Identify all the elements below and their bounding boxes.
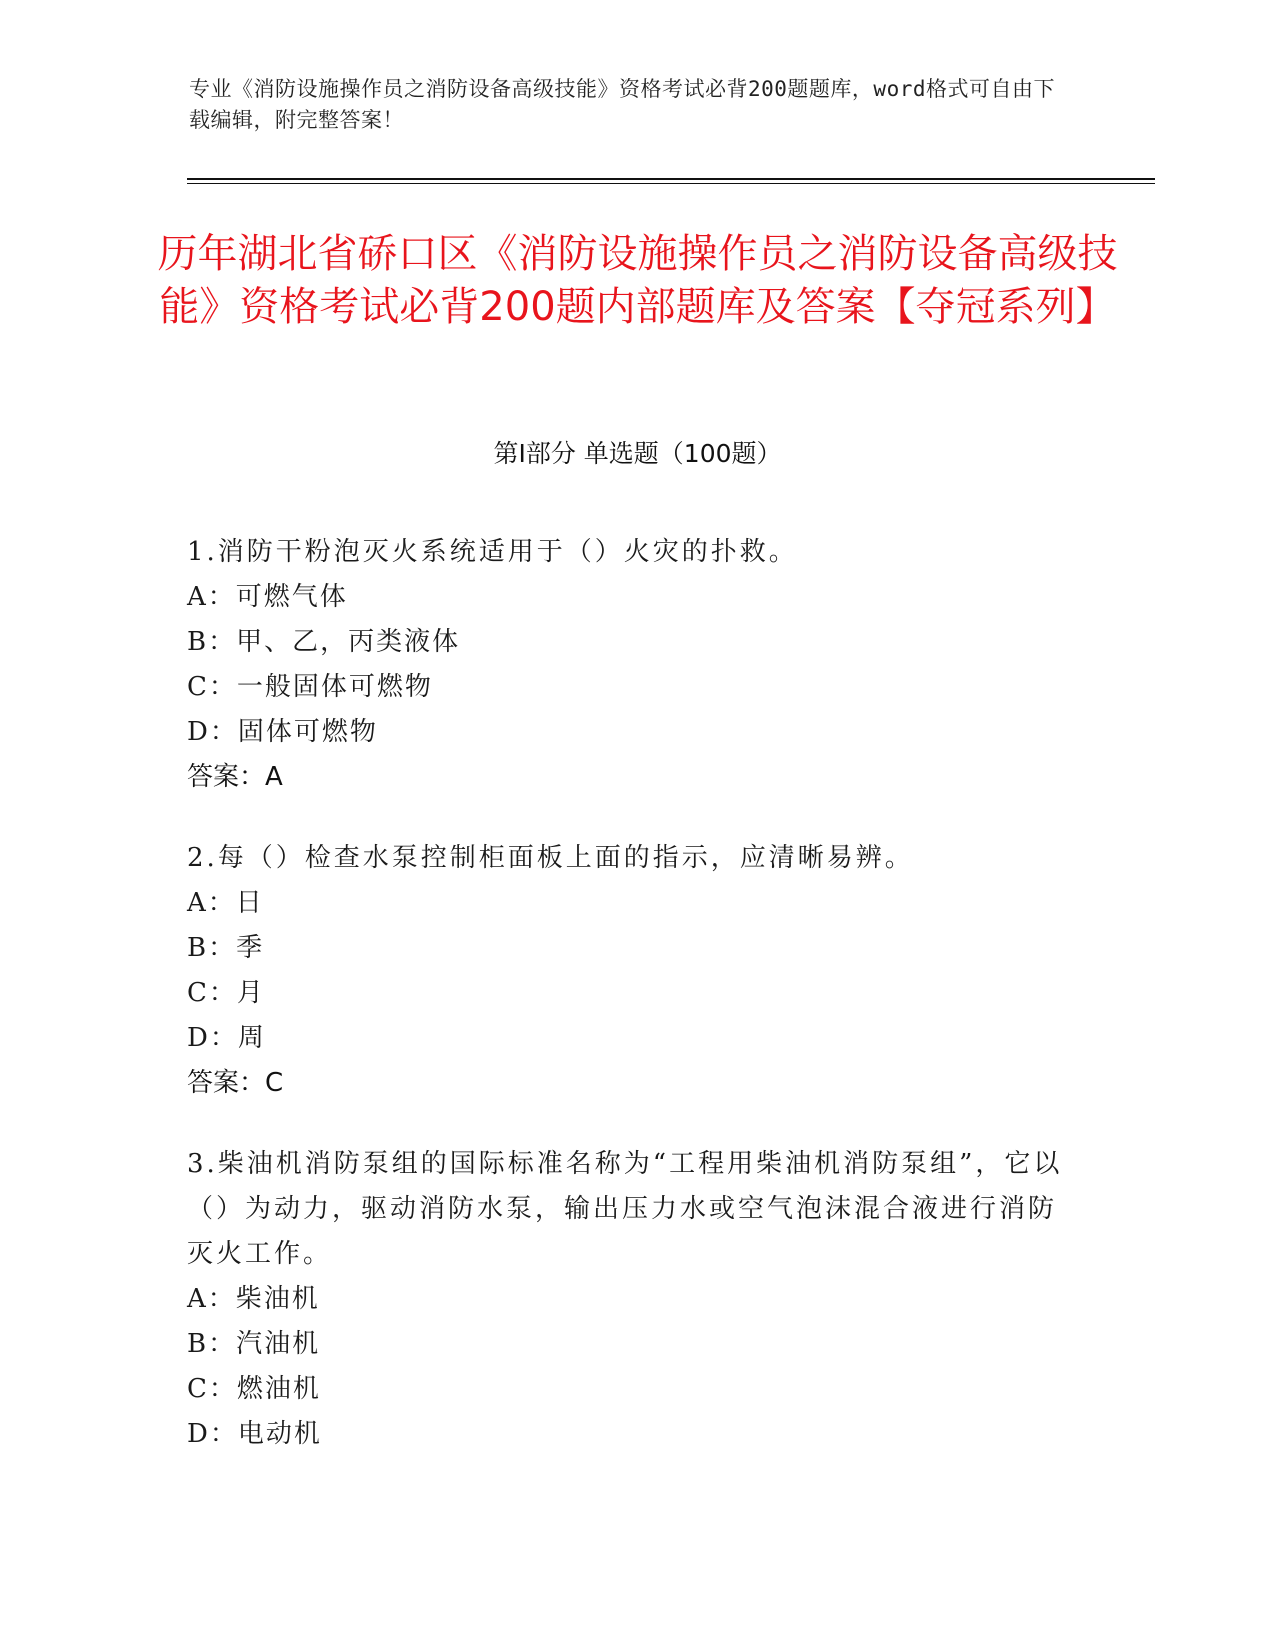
answer: 答案：C [187,1068,284,1098]
option-b: B：甲、乙，丙类液体 [187,627,461,657]
question-list [187,530,1067,1493]
question-stem: 1.消防干粉泡灭火系统适用于（）火灾的扑救。 [187,537,798,567]
option-d: D：周 [187,1023,266,1053]
question-3 [187,1142,1067,1457]
option-c: C：一般固体可燃物 [187,672,433,702]
question-1 [187,530,1067,800]
header-divider-thin [187,183,1155,184]
option-a: A：可燃气体 [187,582,348,612]
option-b: B：汽油机 [187,1329,321,1359]
header-divider-thick [187,178,1155,180]
section-title: 第Ⅰ部分 单选题（100题） [493,439,782,468]
option-d: D：电动机 [187,1419,322,1449]
question-stem: 2.每（）检查水泵控制柜面板上面的指示，应清晰易辨。 [187,843,914,873]
header-note: 专业《消防设施操作员之消防设备高级技能》资格考试必背200题题库，word格式可自由下载编辑，附完整答案！ [189,77,1055,132]
question-stem: 3.柴油机消防泵组的国际标准名称为“工程用柴油机消防泵组”，它以（）为动力，驱动消防水泵，输出压力水或空气泡沫混合液进行消防灭火工作。 [187,1149,1063,1269]
option-d: D：固体可燃物 [187,717,378,747]
option-a: A：柴油机 [187,1284,320,1314]
option-a: A：日 [187,888,264,918]
option-c: C：月 [187,978,265,1008]
option-b: B：季 [187,933,265,963]
document-title: 历年湖北省硚口区《消防设施操作员之消防设备高级技能》资格考试必背200题内部题库及答案【夺冠系列】 [157,231,1118,330]
question-2 [187,836,1067,1106]
option-c: C：燃油机 [187,1374,321,1404]
answer: 答案：A [187,762,283,792]
